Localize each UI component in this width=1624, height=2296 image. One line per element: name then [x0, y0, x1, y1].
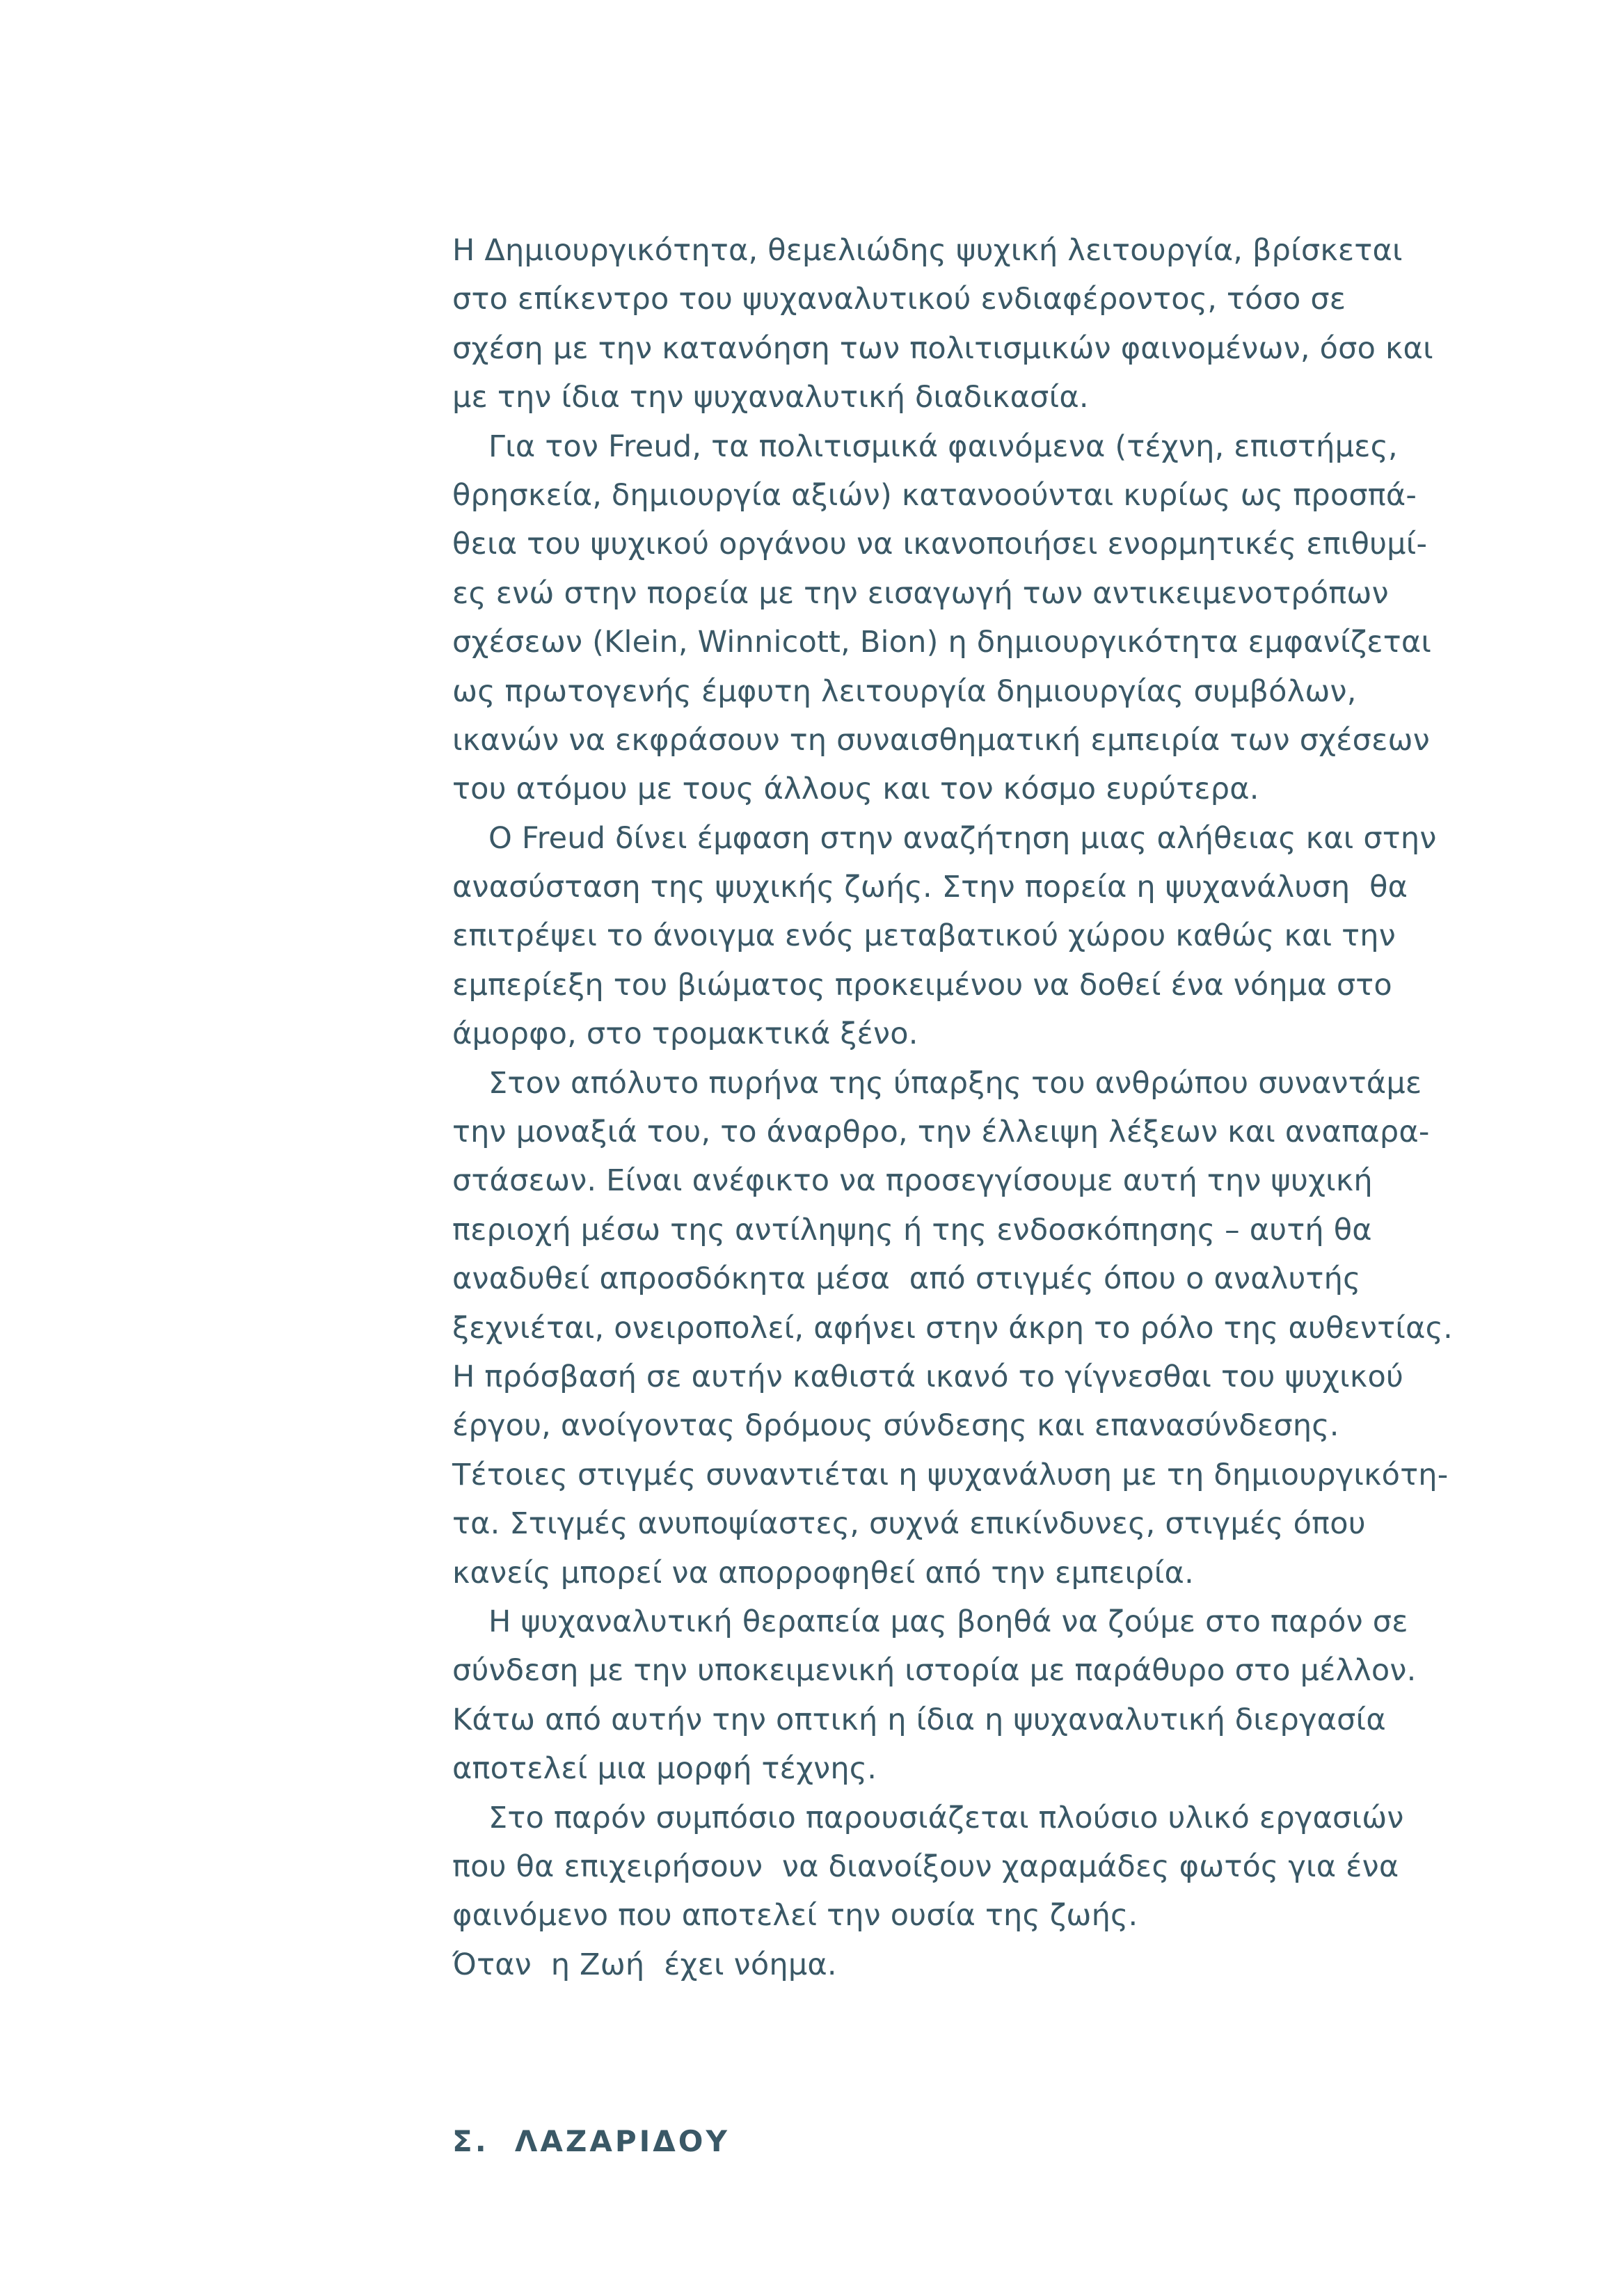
- text-line: ικανών να εκφράσουν τη συναισθηματική εμπειρία των σχέσεων: [452, 722, 1430, 758]
- text-line: ες ενώ στην πορεία με την εισαγωγή των αντικειμενοτρόπων: [452, 575, 1389, 611]
- paragraph: [452, 226, 1517, 422]
- text-line: Η ψυχαναλυτική θεραπεία μας βοηθά να ζούμε στο παρόν σε: [488, 1604, 1408, 1639]
- text-line: Για τον Freud, τα πολιτισμικά φαινόμενα (τέχνη, επιστήμες,: [488, 429, 1398, 464]
- text-line: επιτρέψει το άνοιγμα ενός μεταβατικού χώρου καθώς και την: [452, 918, 1396, 954]
- paragraph: [452, 422, 1517, 814]
- text-line: που θα επιχειρήσουν να διανοίξουν χαραμάδες φωτός για ένα: [452, 1849, 1399, 1884]
- text-line: Όταν η Ζωή έχει νόημα.: [452, 1947, 837, 1982]
- paragraph: [452, 1597, 1517, 1794]
- text-line: Η Δημιουργικότητα, θεμελιώδης ψυχική λειτουργία, βρίσκεται: [452, 233, 1403, 268]
- text-line: στάσεων. Είναι ανέφικτο να προσεγγίσουμε αυτή την ψυχική: [452, 1163, 1373, 1199]
- text-line: θεια του ψυχικού οργάνου να ικανοποιήσει ενορμητικές επιθυμί-: [452, 527, 1428, 562]
- paragraph: [452, 814, 1517, 1059]
- text-line: φαινόμενο που αποτελεί την ουσία της ζωής.: [452, 1898, 1138, 1934]
- text-line: άμορφο, στο τρομακτικά ξένο.: [452, 1017, 918, 1052]
- text-line: τα. Στιγμές ανυποψίαστες, συχνά επικίνδυνες, στιγμές όπου: [452, 1506, 1366, 1542]
- paragraph: [452, 1059, 1517, 1597]
- body-text: [452, 226, 1517, 1989]
- text-line: σύνδεση με την υποκειμενική ιστορία με παράθυρο στο μέλλον.: [452, 1653, 1417, 1689]
- text-line: Κάτω από αυτήν την οπτική η ίδια η ψυχαναλυτική διεργασία: [452, 1702, 1386, 1737]
- text-line: κανείς μπορεί να απορροφηθεί από την εμπειρία.: [452, 1555, 1194, 1591]
- text-line: ξεχνιέται, ονειροπολεί, αφήνει στην άκρη το ρόλο της αυθεντίας.: [452, 1310, 1453, 1346]
- text-line: με την ίδια την ψυχαναλυτική διαδικασία.: [452, 380, 1089, 415]
- text-line: αποτελεί μια μορφή τέχνης.: [452, 1751, 877, 1787]
- text-line: την μοναξιά του, το άναρθρο, την έλλειψη λέξεων και αναπαρα-: [452, 1115, 1430, 1150]
- author-signature: Σ. ΛΑΖΑΡΙΔΟΥ: [452, 2124, 730, 2158]
- text-line: Η πρόσβασή σε αυτήν καθιστά ικανό το γίγνεσθαι του ψυχικού: [452, 1359, 1404, 1394]
- text-line: αναδυθεί απροσδόκητα μέσα από στιγμές όπου ο αναλυτής: [452, 1261, 1361, 1297]
- paragraph: [452, 1940, 1517, 1989]
- paragraph: [452, 1794, 1517, 1940]
- text-line: περιοχή μέσω της αντίληψης ή της ενδοσκόπησης – αυτή θα: [452, 1212, 1372, 1247]
- text-line: Τέτοιες στιγμές συναντιέται η ψυχανάλυση με τη δημιουργικότη-: [452, 1457, 1449, 1492]
- text-line: του ατόμου με τους άλλους και τον κόσμο ευρύτερα.: [452, 772, 1259, 807]
- text-line: εμπερίεξη του βιώματος προκειμένου να δοθεί ένα νόημα στο: [452, 967, 1392, 1003]
- text-line: Ο Freud δίνει έμφαση στην αναζήτηση μιας αλήθειας και στην: [488, 820, 1437, 856]
- text-line: θρησκεία, δημιουργία αξιών) κατανοούνται κυρίως ως προσπά-: [452, 477, 1417, 513]
- text-line: έργου, ανοίγοντας δρόμους σύνδεσης και επανασύνδεσης.: [452, 1408, 1339, 1444]
- text-line: σχέση με την κατανόηση των πολιτισμικών φαινομένων, όσο και: [452, 330, 1433, 366]
- text-line: σχέσεων (Klein, Winnicott, Bion) η δημιουργικότητα εμφανίζεται: [452, 625, 1432, 660]
- text-line: ανασύσταση της ψυχικής ζωής. Στην πορεία η ψυχανάλυση θα: [452, 870, 1408, 905]
- text-line: στο επίκεντρο του ψυχαναλυτικού ενδιαφέροντος, τόσο σε: [452, 282, 1346, 317]
- text-line: ως πρωτογενής έμφυτη λειτουργία δημιουργίας συμβόλων,: [452, 673, 1357, 709]
- text-line: Στον απόλυτο πυρήνα της ύπαρξης του ανθρώπου συναντάμε: [488, 1065, 1422, 1101]
- text-line: Στο παρόν συμπόσιο παρουσιάζεται πλούσιο υλικό εργασιών: [488, 1800, 1404, 1835]
